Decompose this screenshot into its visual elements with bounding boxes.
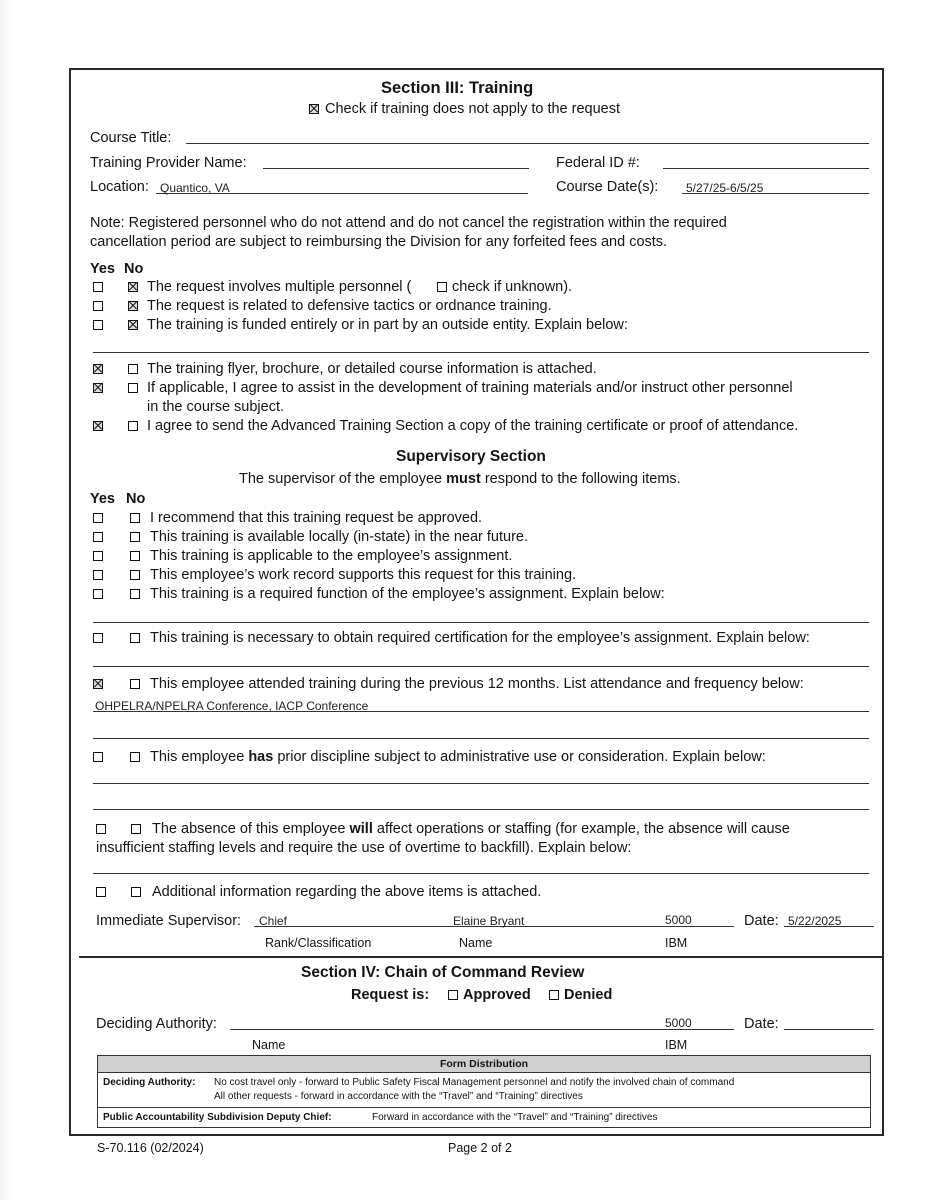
supervisor-rank: Chief	[259, 914, 288, 928]
s9-yes-checkbox[interactable]	[96, 824, 106, 834]
distribution-row1-label: Deciding Authority:	[103, 1077, 196, 1088]
deciding-date-label: Date:	[744, 1016, 779, 1032]
s7-answer: OHPELRA/NPELRA Conference, IACP Conference	[95, 699, 369, 713]
s5-no-checkbox[interactable]	[130, 589, 140, 599]
s5-yes-checkbox[interactable]	[93, 589, 103, 599]
federal-id-field[interactable]	[663, 168, 869, 169]
s7-yes-checkbox[interactable]	[93, 679, 103, 689]
s2-no-checkbox[interactable]	[130, 532, 140, 542]
s6-explain-line[interactable]	[93, 666, 869, 667]
q3-explain-line[interactable]	[93, 352, 869, 353]
not-apply-label: Check if training does not apply to the request	[325, 101, 621, 117]
supervisory-intro-pre: The supervisor of the employee	[239, 471, 443, 487]
denied-label: Denied	[564, 987, 613, 1003]
note-line-1: Note: Registered personnel who do not attend and do not cancel the registration within the required	[90, 215, 727, 231]
no-header: No	[124, 261, 144, 277]
s1-label: I recommend that this training request be approved.	[150, 510, 483, 526]
s10-yes-checkbox[interactable]	[96, 887, 106, 897]
supervisory-intro	[239, 470, 681, 488]
s9-label-pre: The absence of this employee	[152, 821, 346, 837]
q1-yes-checkbox[interactable]	[93, 282, 103, 292]
s2-label: This training is available locally (in-state) in the near future.	[150, 529, 528, 545]
s10-label: Additional information regarding the above items is attached.	[152, 884, 542, 900]
q5-yes-checkbox[interactable]	[93, 383, 103, 393]
section-4-divider	[79, 956, 882, 958]
provider-field[interactable]	[263, 168, 529, 169]
sup-yes-header: Yes	[90, 491, 115, 507]
distribution-row1-text2: All other requests - forward in accordance with the “Travel” and “Training” directives	[214, 1091, 583, 1102]
distribution-row1-text1: No cost travel only - forward to Public Safety Fiscal Management personnel and notify the involved chain of command	[214, 1077, 735, 1088]
s4-yes-checkbox[interactable]	[93, 570, 103, 580]
q1-no-checkbox[interactable]	[128, 282, 138, 292]
s6-label: This training is necessary to obtain required certification for the employee’s assignment. Explain below:	[150, 630, 810, 646]
supervisor-name: Elaine Bryant	[453, 914, 525, 928]
s7-explain-line-1[interactable]	[93, 711, 869, 712]
q4-yes-checkbox[interactable]	[93, 364, 103, 374]
sup-no-header: No	[126, 491, 146, 507]
supervisory-intro-post: respond to the following items.	[484, 471, 681, 487]
distribution-row-deputy-chief	[98, 1108, 870, 1127]
course-dates-value: 5/27/25-6/5/25	[686, 181, 764, 195]
deciding-authority-label: Deciding Authority:	[96, 1016, 217, 1032]
q5-no-checkbox[interactable]	[128, 383, 138, 393]
s1-no-checkbox[interactable]	[130, 513, 140, 523]
supervisor-label: Immediate Supervisor:	[96, 913, 242, 929]
q3-yes-checkbox[interactable]	[93, 320, 103, 330]
course-title-field[interactable]	[186, 143, 869, 144]
q3-no-checkbox[interactable]	[128, 320, 138, 330]
approved-label: Approved	[463, 987, 531, 1003]
supervisory-title: Supervisory Section	[396, 448, 546, 465]
s9-label-2: insufficient staffing levels and require the use of overtime to backfill). Explain below:	[96, 840, 632, 856]
s3-yes-checkbox[interactable]	[93, 551, 103, 561]
s8-yes-checkbox[interactable]	[93, 752, 103, 762]
s8-explain-line-2[interactable]	[93, 809, 869, 810]
yes-header: Yes	[90, 261, 115, 277]
provider-label: Training Provider Name:	[90, 155, 247, 171]
s9-label-1	[152, 820, 790, 838]
note-line-2: cancellation period are subject to reimbursing the Division for any forfeited fees and costs.	[90, 234, 668, 250]
s5-label: This training is a required function of the employee’s assignment. Explain below:	[150, 586, 665, 602]
not-apply-checkbox[interactable]	[309, 104, 319, 114]
s8-label	[150, 748, 766, 766]
s9-explain-line[interactable]	[93, 873, 869, 874]
q2-no-checkbox[interactable]	[128, 301, 138, 311]
q2-yes-checkbox[interactable]	[93, 301, 103, 311]
course-title-label: Course Title:	[90, 130, 172, 146]
q1-label: The request involves multiple personnel (	[147, 279, 412, 295]
federal-id-label: Federal ID #:	[556, 155, 640, 171]
location-value: Quantico, VA	[160, 181, 230, 195]
section-4-title: Section IV: Chain of Command Review	[301, 964, 585, 981]
form-distribution-table	[97, 1055, 871, 1128]
s9-label-bold: will	[349, 821, 373, 837]
q5-label-2: in the course subject.	[147, 399, 285, 415]
s8-label-bold: has	[248, 749, 274, 765]
s7-explain-line-2[interactable]	[93, 738, 869, 739]
q6-no-checkbox[interactable]	[128, 421, 138, 431]
distribution-row2-label: Public Accountability Subdivision Deputy Chief:	[103, 1112, 332, 1123]
deciding-ibm: 5000	[665, 1016, 692, 1030]
request-label: Request is:	[351, 987, 430, 1003]
form-number: S-70.116 (02/2024)	[97, 1141, 204, 1155]
distribution-row2-text: Forward in accordance with the “Travel” and “Training” directives	[372, 1112, 658, 1123]
rank-caption: Rank/Classification	[265, 936, 372, 950]
section-3-title: Section III: Training	[381, 79, 534, 97]
q5-label-1: If applicable, I agree to assist in the development of training materials and/or instruct other personnel	[147, 380, 793, 396]
name-caption: Name	[459, 936, 493, 950]
s10-no-checkbox[interactable]	[131, 887, 141, 897]
deciding-authority-line[interactable]	[230, 1029, 734, 1030]
s9-no-checkbox[interactable]	[131, 824, 141, 834]
s9-label-post: affect operations or staffing (for example, the absence will cause	[376, 821, 790, 837]
approved-checkbox[interactable]	[448, 990, 458, 1000]
supervisory-intro-bold: must	[446, 471, 481, 487]
s4-label: This employee’s work record supports this request for this training.	[150, 567, 577, 583]
supervisor-ibm: 5000	[665, 913, 692, 927]
deciding-date-field[interactable]	[784, 1029, 874, 1030]
form-distribution-header: Form Distribution	[98, 1056, 870, 1073]
s5-explain-line[interactable]	[93, 622, 869, 623]
s8-no-checkbox[interactable]	[130, 752, 140, 762]
s4-no-checkbox[interactable]	[130, 570, 140, 580]
s6-no-checkbox[interactable]	[130, 633, 140, 643]
s8-label-pre: This employee	[150, 749, 245, 765]
s1-yes-checkbox[interactable]	[93, 513, 103, 523]
s2-yes-checkbox[interactable]	[93, 532, 103, 542]
s8-explain-line-1[interactable]	[93, 783, 869, 784]
s8-label-post: prior discipline subject to administrative use or consideration. Explain below:	[277, 749, 766, 765]
q4-no-checkbox[interactable]	[128, 364, 138, 374]
q3-label: The training is funded entirely or in part by an outside entity. Explain below:	[147, 317, 628, 333]
supervisor-date-label: Date:	[744, 913, 779, 929]
ibm-caption: IBM	[665, 936, 688, 950]
q1-label-tail: check if unknown).	[452, 279, 573, 295]
q6-label: I agree to send the Advanced Training Section a copy of the training certificate or proof of attendance.	[147, 418, 799, 434]
q2-label: The request is related to defensive tactics or ordnance training.	[147, 298, 552, 314]
course-dates-label: Course Date(s):	[556, 179, 659, 195]
distribution-row-deciding	[98, 1073, 870, 1108]
q4-label: The training flyer, brochure, or detailed course information is attached.	[147, 361, 597, 377]
s7-no-checkbox[interactable]	[130, 679, 140, 689]
q6-yes-checkbox[interactable]	[93, 421, 103, 431]
s7-label: This employee attended training during the previous 12 months. List attendance and frequency below:	[150, 676, 804, 692]
s3-label: This training is applicable to the employee’s assignment.	[150, 548, 513, 564]
deciding-name-caption: Name	[252, 1038, 286, 1052]
s6-yes-checkbox[interactable]	[93, 633, 103, 643]
page-number: Page 2 of 2	[448, 1141, 512, 1155]
supervisor-date: 5/22/2025	[788, 914, 842, 928]
deciding-ibm-caption: IBM	[665, 1038, 688, 1052]
q1-unknown-checkbox[interactable]	[437, 282, 447, 292]
location-label: Location:	[90, 179, 149, 195]
s3-no-checkbox[interactable]	[130, 551, 140, 561]
denied-checkbox[interactable]	[549, 990, 559, 1000]
